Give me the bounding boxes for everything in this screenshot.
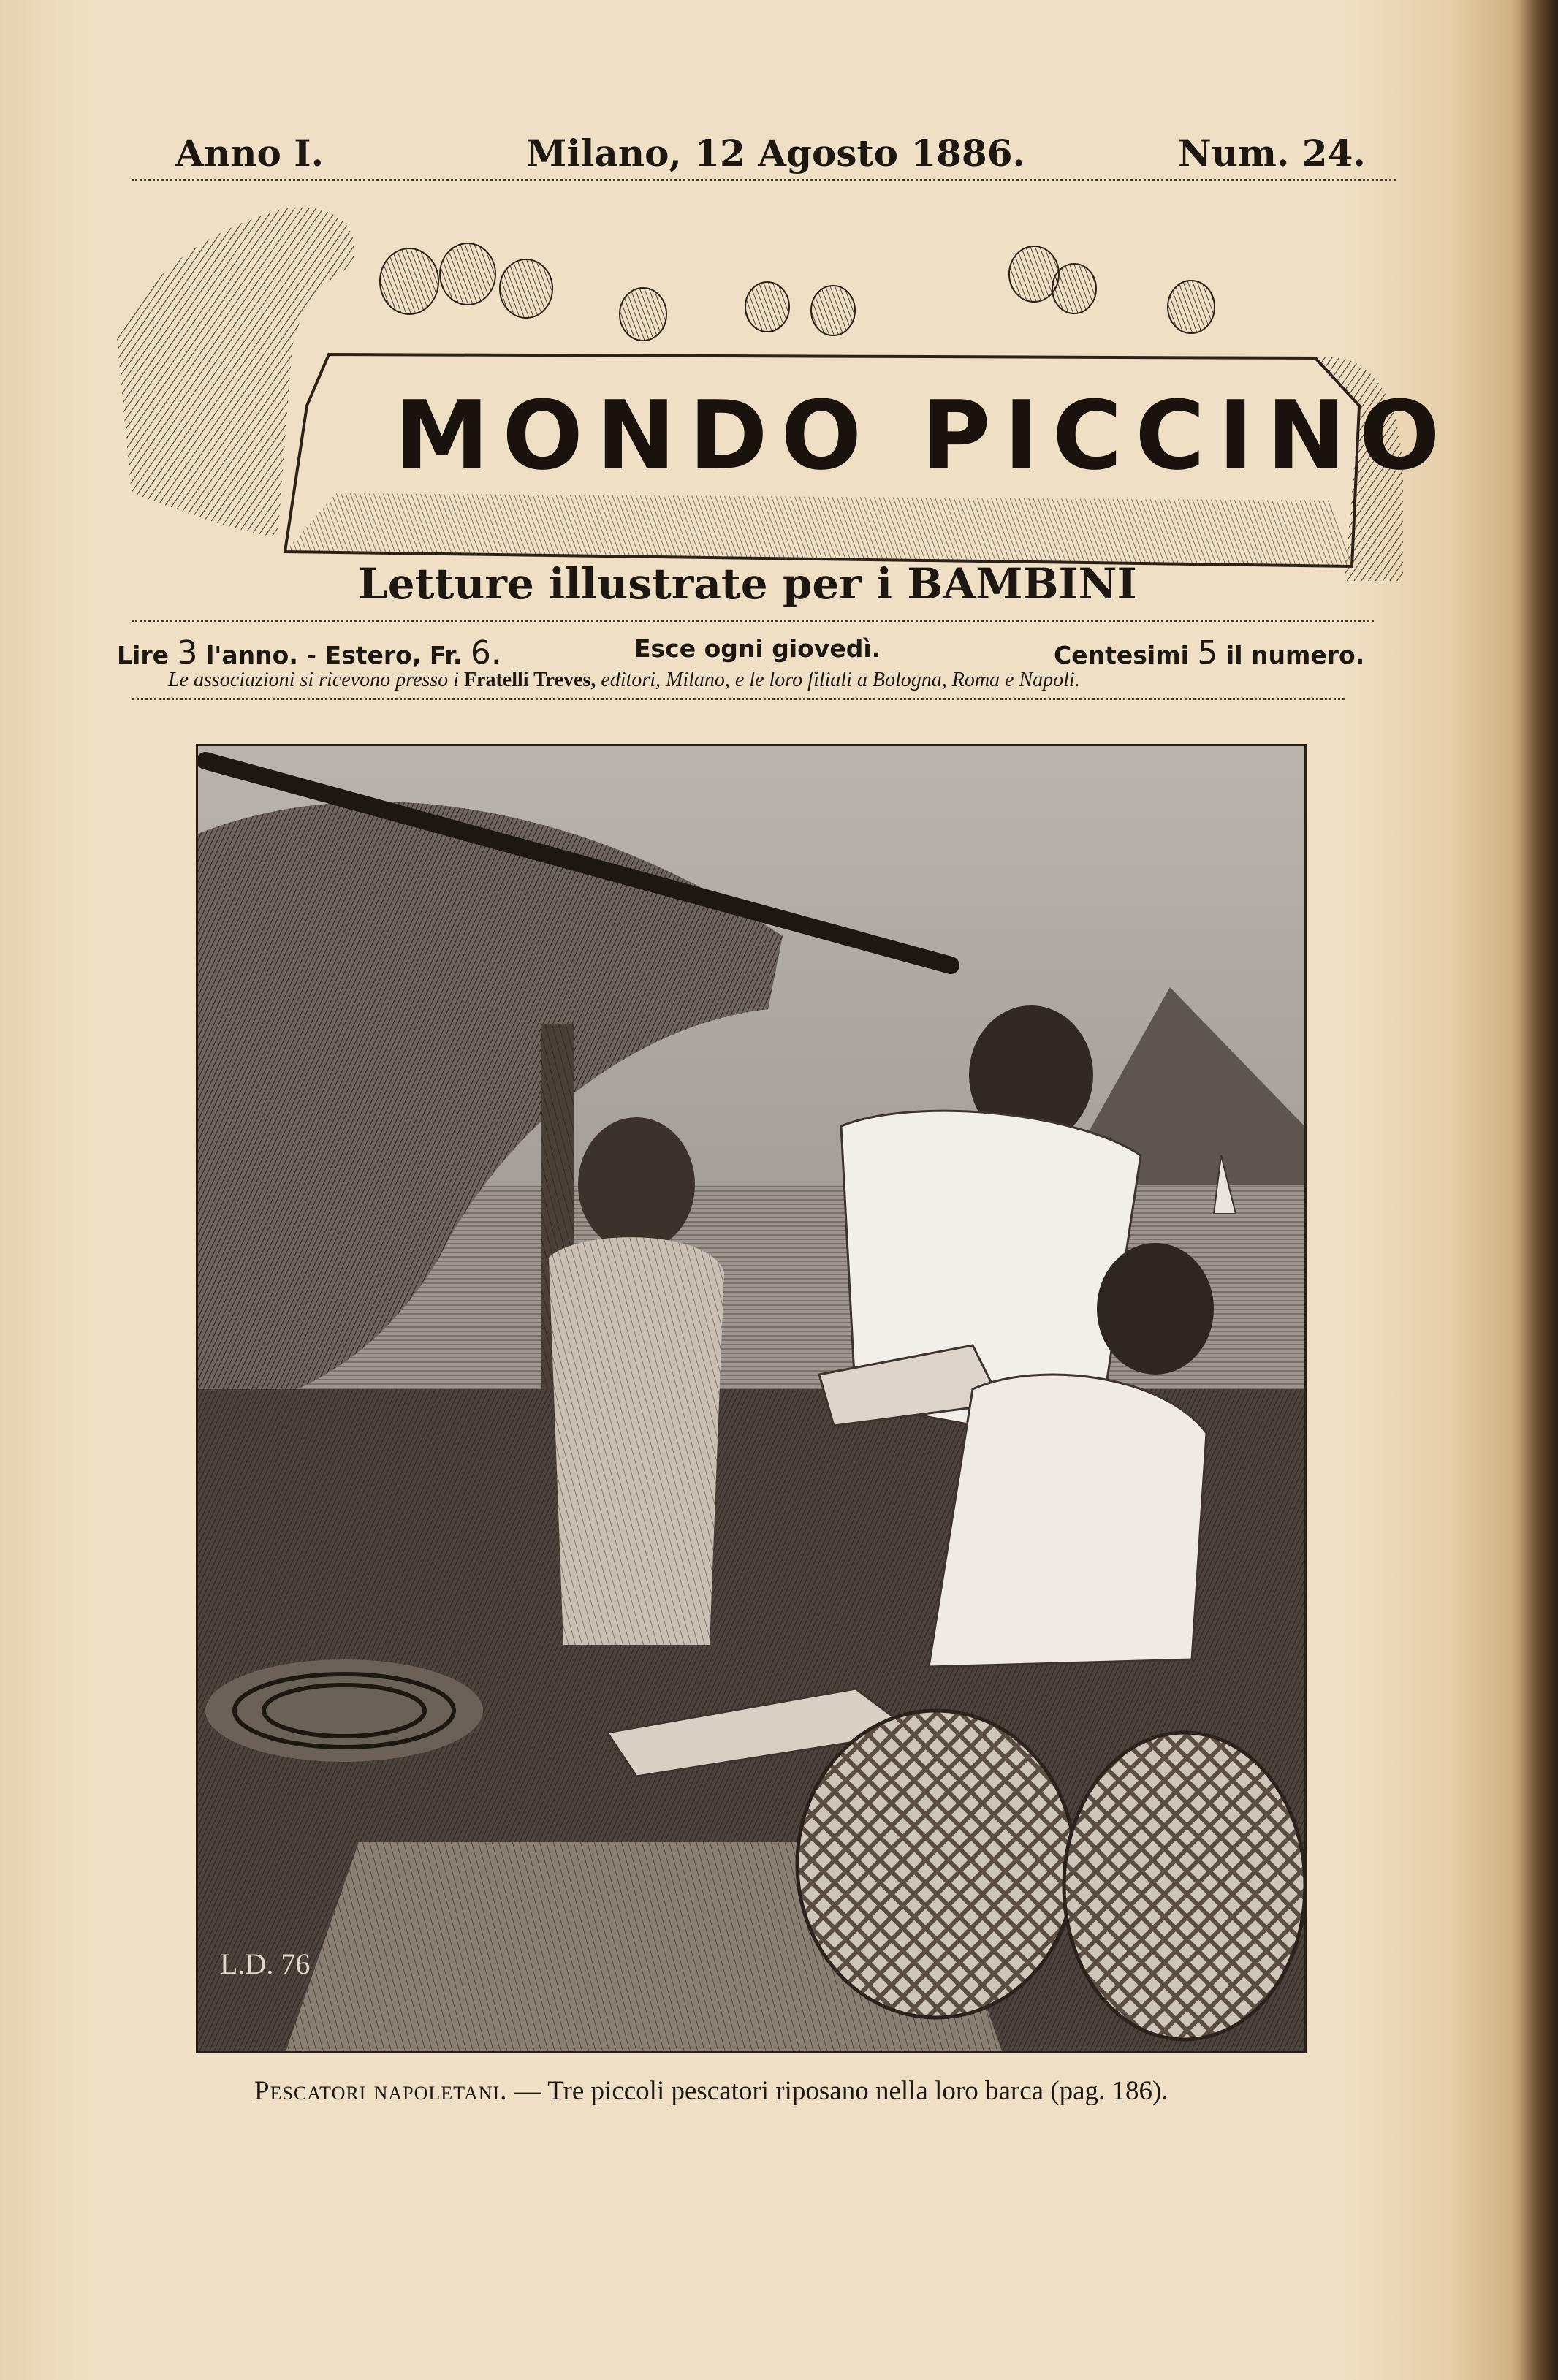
publication-frequency: Esce ogni giovedì. [634,634,881,663]
subscription-price [117,634,501,672]
estero-value: 6. [470,634,501,672]
issue-date: Milano, 12 Agosto 1886. [526,132,1025,175]
issue-price [1054,634,1364,672]
assoc-publisher: Fratelli Treves, [463,669,596,691]
lire-rest: l'anno. - Estero, Fr. [206,641,463,669]
issue-number: Num. 24. [1178,132,1366,175]
caption-text: — Tre piccoli pescatori riposano nella loro barca (pag. 186). [514,2076,1168,2106]
cent-value: 5 [1197,634,1218,672]
artist-signature: L.D. 76 [220,1947,311,1980]
assoc-intro: Le associazioni si ricevono presso i [168,669,459,691]
masthead-title: MONDO PICCINO [395,380,1454,491]
caption-title: Pescatori napoletani. [254,2076,508,2106]
masthead-subtitle: Letture illustrate per i BAMBINI [358,559,1137,609]
info-rule [132,698,1345,707]
cent-rest: il numero. [1226,641,1365,669]
cent-label: Centesimi [1054,641,1189,669]
book-binding-edge [1520,0,1558,2380]
subscription-note [168,669,1080,692]
lire-value: 3 [177,634,198,672]
subtitle-rule [132,620,1374,629]
illustration-caption [254,2075,1168,2107]
issue-year: Anno I. [175,132,324,175]
assoc-rest: editori, Milano, e le loro filiali a Bologna, Roma e Napoli. [601,669,1080,691]
main-illustration [196,744,1307,2053]
lire-label: Lire [117,641,169,669]
